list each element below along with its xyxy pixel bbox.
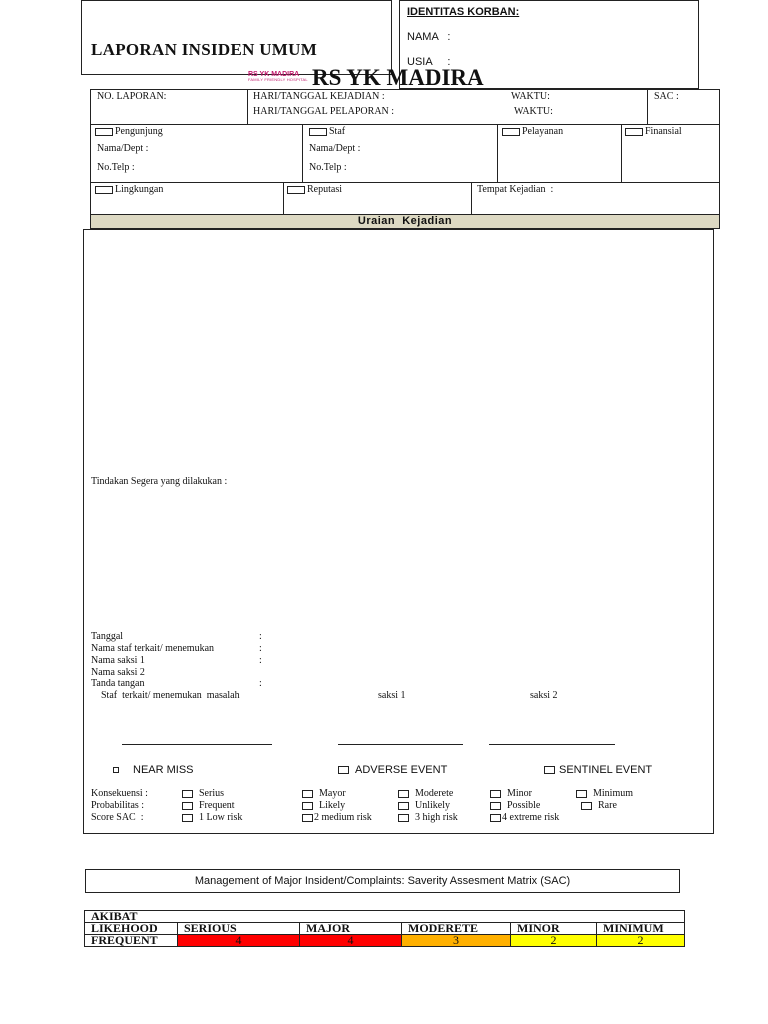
checkbox[interactable] [576,790,587,798]
victim-age-label: USIA : [407,56,451,68]
konsekuensi-option-moderete[interactable] [398,788,453,799]
category-row-2 [90,182,720,215]
probabilitas-option-unlikely[interactable] [398,800,450,811]
score-option-low[interactable] [182,812,242,823]
option-label: Frequent [199,800,235,811]
score-option-high[interactable] [398,812,458,823]
likehood-row [85,923,685,935]
waktu-kejadian-label: WAKTU: [511,91,550,102]
tanda-tangan-label: Tanda tangan [91,678,145,689]
category-row-1 [90,124,720,183]
reputasi-label: Reputasi [307,184,342,195]
akibat-row [85,911,685,923]
row-header-frequent: FREQUENT [85,935,178,947]
lingkungan-label: Lingkungan [115,184,164,195]
nama-staf-colon: : [259,643,262,654]
sentinel-event-label: SENTINEL EVENT [559,764,653,776]
checkbox[interactable] [302,814,313,822]
near-miss-checkbox[interactable] [113,767,119,773]
no-laporan-label: NO. LAPORAN: [97,91,167,102]
waktu-pelaporan-label: WAKTU: [514,106,553,117]
col-header-serious: SERIOUS [178,923,300,935]
probabilitas-option-possible[interactable] [490,800,540,811]
sentinel-event-checkbox[interactable] [544,766,555,774]
matrix-title-box [85,869,680,893]
staf-signature-caption: Staf terkait/ menemukan masalah [101,690,240,701]
checkbox[interactable] [581,802,592,810]
col-header-moderete: MODERETE [402,923,511,935]
saksi2-signature-line[interactable] [489,744,615,745]
uraian-heading: Uraian Kejadian [357,215,453,227]
konsekuensi-option-serius[interactable] [182,788,224,799]
score-option-medium[interactable] [302,812,372,823]
akibat-header: AKIBAT [85,911,685,923]
no-telp-label-1: No.Telp : [97,162,135,173]
option-label: 4 extreme risk [502,812,560,823]
matrix-cell: 2 [597,935,685,947]
sentinel-event-option[interactable] [544,764,652,776]
adverse-event-label: ADVERSE EVENT [355,764,448,776]
option-label: Serius [199,788,224,799]
probabilitas-label: Probabilitas : [91,800,145,811]
probabilitas-option-frequent[interactable] [182,800,235,811]
option-label: Likely [319,800,346,811]
staf-checkbox[interactable] [309,128,327,136]
option-label: Unlikely [415,800,450,811]
frequent-row [85,935,685,947]
probabilitas-option-rare[interactable] [581,800,617,811]
checkbox[interactable] [398,790,409,798]
pelayanan-option[interactable] [502,126,563,137]
victim-name-label: NAMA : [407,31,451,43]
hospital-name: RS YK MADIRA [312,65,484,89]
col-header-major: MAJOR [300,923,402,935]
finansial-label: Finansial [645,126,682,137]
nama-staf-label: Nama staf terkait/ menemukan [91,643,215,654]
tanda-tangan-colon: : [259,678,262,689]
pelayanan-checkbox[interactable] [502,128,520,136]
staf-option[interactable] [309,126,345,137]
reputasi-option[interactable] [287,184,342,195]
checkbox[interactable] [490,814,501,822]
uraian-kejadian-area[interactable] [83,229,714,834]
option-label: Minimum [593,788,634,799]
option-label: Minor [507,788,532,799]
nama-dept-label-2: Nama/Dept : [309,143,361,154]
checkbox[interactable] [490,802,501,810]
saksi2-signature-caption: saksi 2 [530,690,558,701]
staf-signature-line[interactable] [122,744,272,745]
no-telp-label-2: No.Telp : [309,162,347,173]
checkbox[interactable] [302,790,313,798]
nama-dept-label-1: Nama/Dept : [97,143,149,154]
hari-pelaporan-label: HARI/TANGGAL PELAPORAN : [253,106,395,117]
konsekuensi-option-minor[interactable] [490,788,532,799]
checkbox[interactable] [182,790,193,798]
page-title: LAPORAN INSIDEN UMUM [91,40,318,59]
report-row [90,89,720,125]
score-sac-label: Score SAC : [91,812,144,823]
konsekuensi-option-minimum[interactable] [576,788,633,799]
col-header-minimum: MINIMUM [597,923,685,935]
sac-label: SAC : [654,91,679,102]
saksi1-signature-line[interactable] [338,744,463,745]
option-label: Mayor [319,788,346,799]
near-miss-label: NEAR MISS [133,764,194,776]
checkbox[interactable] [398,814,409,822]
nama-saksi2-label: Nama saksi 2 [91,667,145,678]
finansial-option[interactable] [625,126,682,137]
tanggal-colon: : [259,631,262,642]
likehood-header: LIKEHOOD [85,923,178,935]
hari-kejadian-label: HARI/TANGGAL KEJADIAN : [253,91,385,102]
checkbox[interactable] [302,802,313,810]
pengunjung-label: Pengunjung [115,126,163,137]
option-label: 1 Low risk [199,812,243,823]
adverse-event-option[interactable] [338,764,447,776]
finansial-checkbox[interactable] [625,128,643,136]
matrix-cell: 4 [300,935,402,947]
hospital-logo [248,71,320,82]
lingkungan-option[interactable] [95,184,163,195]
matrix-cell: 4 [178,935,300,947]
tindakan-label: Tindakan Segera yang dilakukan : [91,476,228,487]
staf-label: Staf [329,126,346,137]
matrix-title: Management of Major Insident/Complaints: Saverity Assesment Matrix (SAC) [194,875,571,887]
nama-saksi1-label: Nama saksi 1 [91,655,145,666]
matrix-cell: 3 [402,935,511,947]
probabilitas-option-likely[interactable] [302,800,345,811]
matrix-cell: 2 [511,935,597,947]
col-header-minor: MINOR [511,923,597,935]
konsekuensi-label: Konsekuensi : [91,788,148,799]
checkbox[interactable] [182,802,193,810]
lingkungan-checkbox[interactable] [95,186,113,194]
tanggal-label: Tanggal [91,631,124,642]
near-miss-option[interactable] [113,764,194,776]
checkbox[interactable] [398,802,409,810]
pengunjung-option[interactable] [95,126,163,137]
pengunjung-checkbox[interactable] [95,128,113,136]
konsekuensi-option-mayor[interactable] [302,788,346,799]
saksi1-signature-caption: saksi 1 [378,690,406,701]
option-label: Rare [598,800,617,811]
uraian-heading-bar [90,214,720,229]
checkbox[interactable] [182,814,193,822]
option-label: Possible [507,800,541,811]
option-label: Moderete [415,788,454,799]
option-label: 2 medium risk [314,812,372,823]
checkbox[interactable] [490,790,501,798]
reputasi-checkbox[interactable] [287,186,305,194]
victim-heading: IDENTITAS KORBAN: [407,6,520,18]
nama-saksi1-colon: : [259,655,262,666]
score-option-extreme[interactable] [490,812,559,823]
tempat-kejadian-label: Tempat Kejadian : [477,184,554,195]
logo-tagline: FAMILY FRIENDLY HOSPITAL [248,77,308,82]
option-label: 3 high risk [415,812,458,823]
adverse-event-checkbox[interactable] [338,766,349,774]
pelayanan-label: Pelayanan [522,126,564,137]
logo-name: RS YK MADIRA [248,71,300,78]
sac-matrix-table [84,910,685,947]
